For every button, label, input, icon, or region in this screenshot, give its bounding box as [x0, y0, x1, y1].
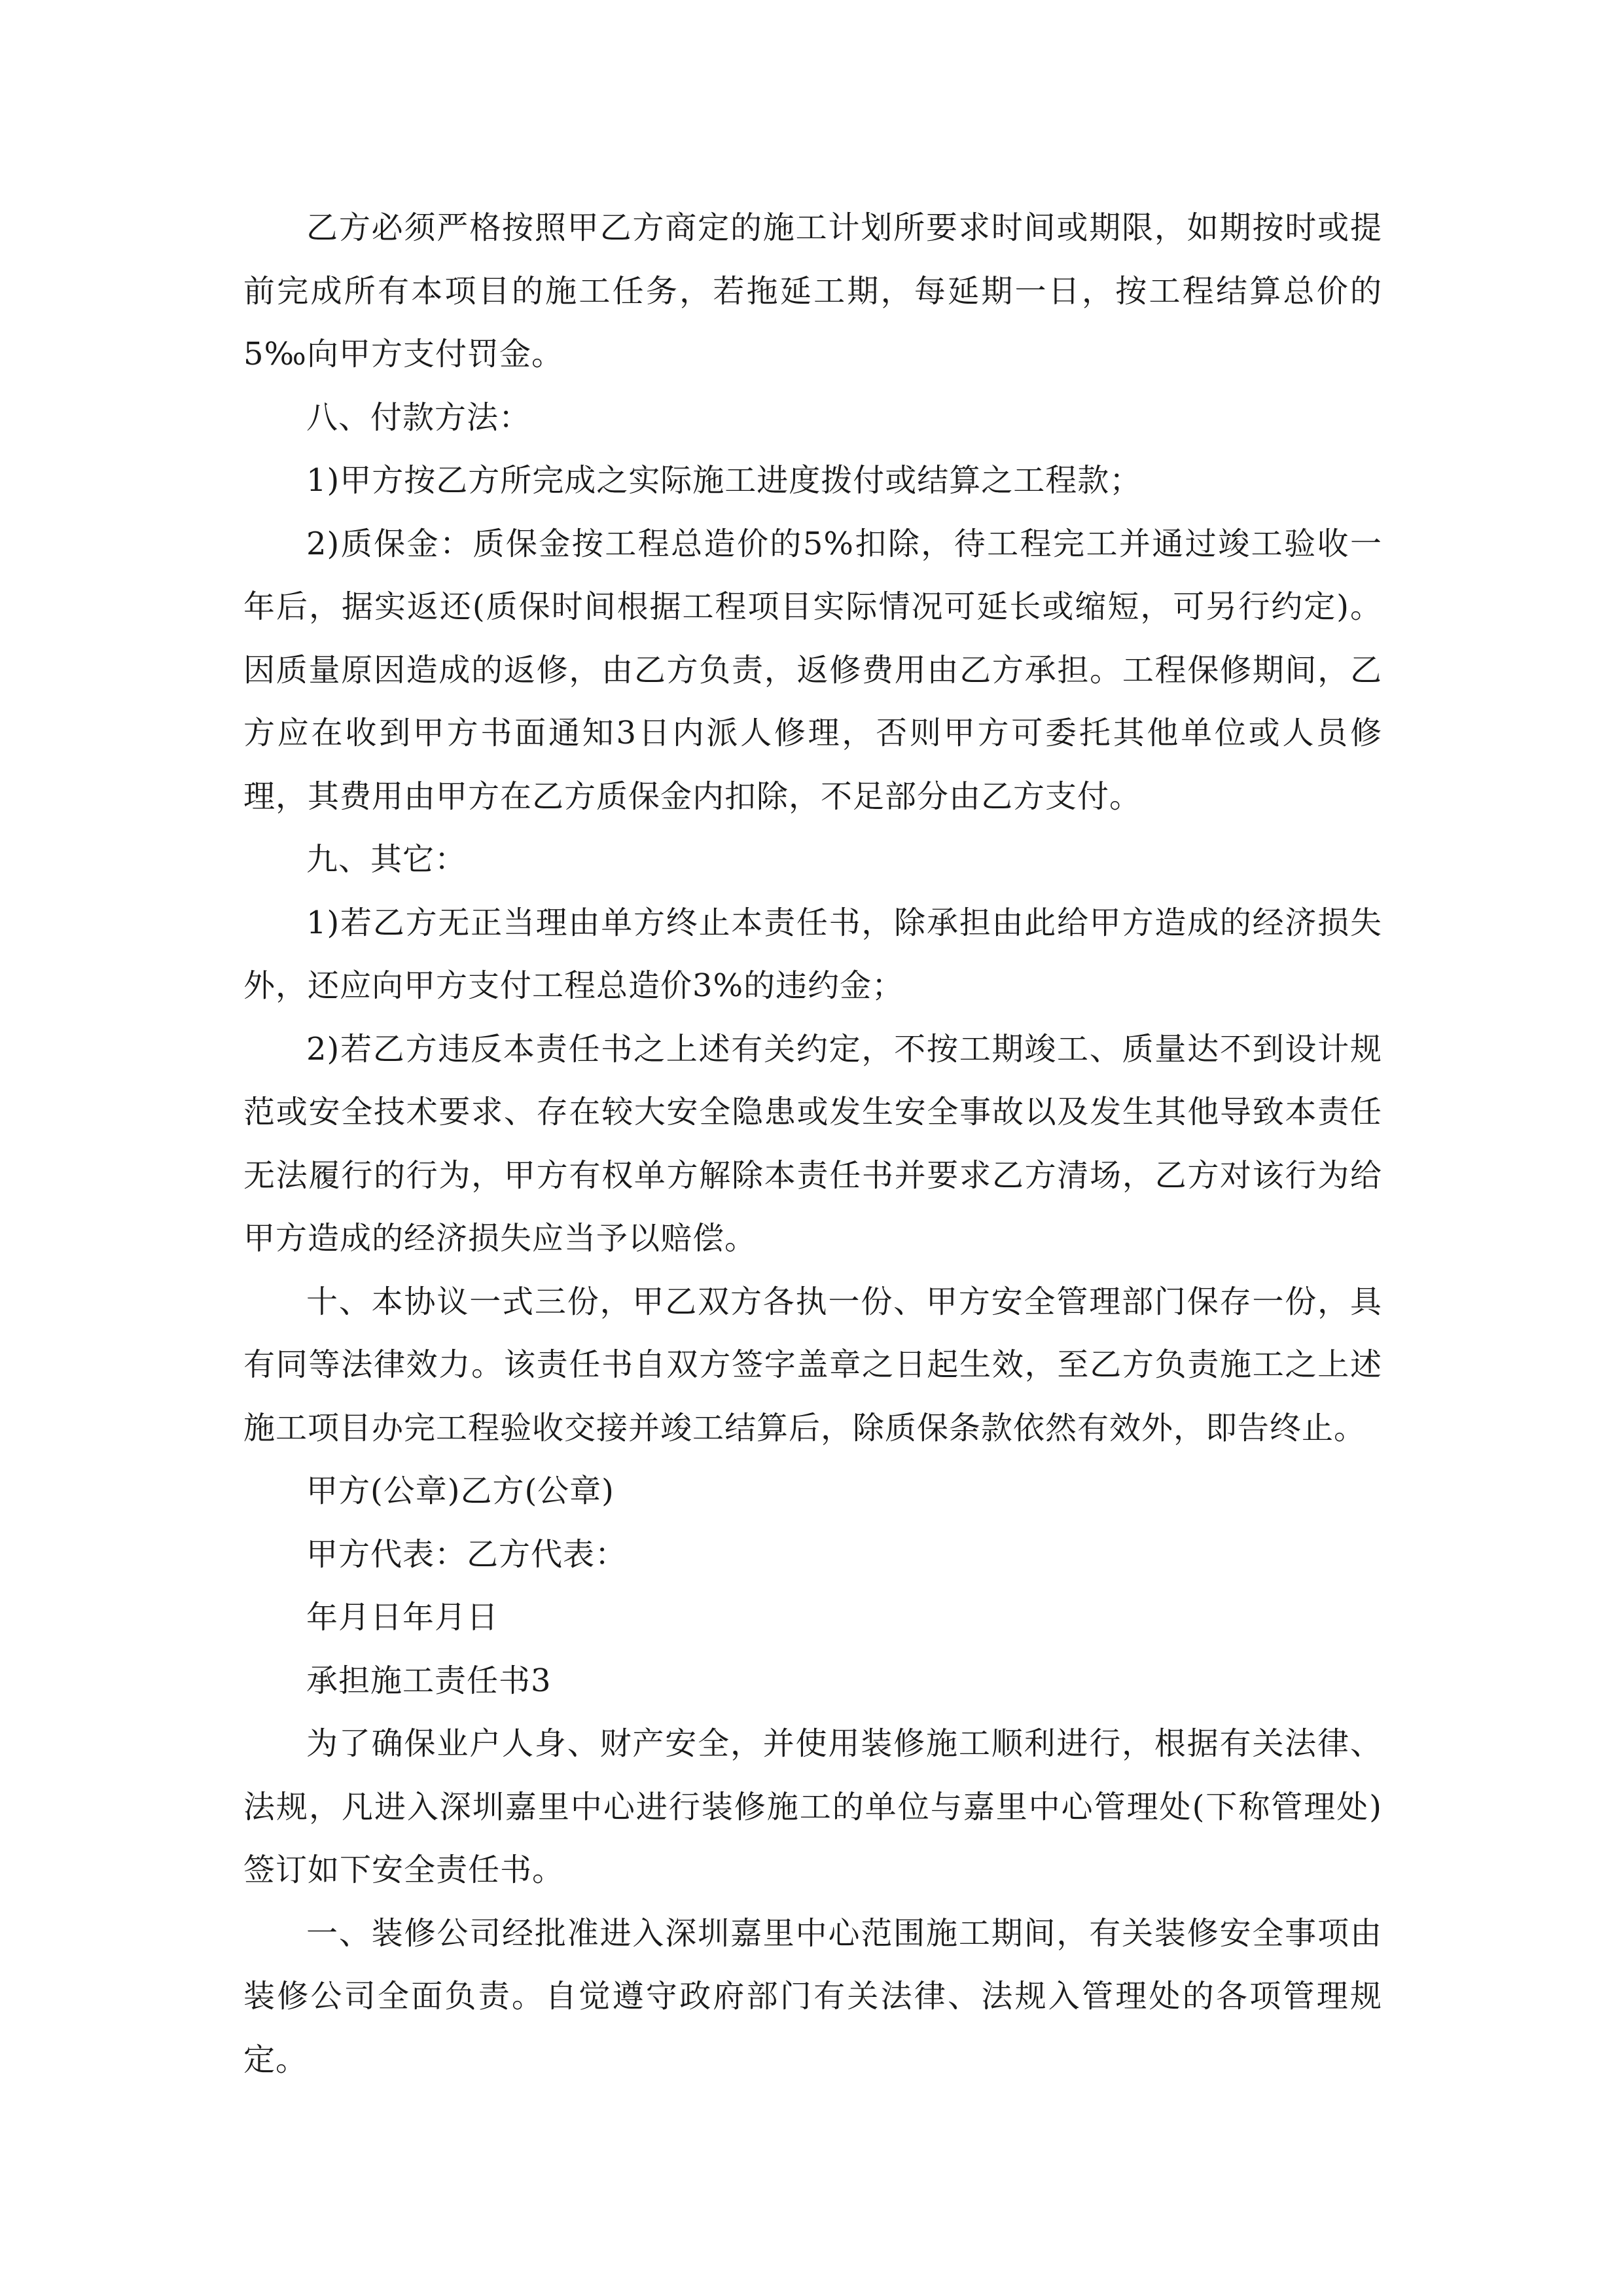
document-subtitle: 承担施工责任书3: [306, 1662, 552, 1699]
paragraph-payment-progress: 1)甲方按乙方所完成之实际施工进度拨付或结算之工程款；: [306, 462, 1142, 499]
document-body: [243, 196, 1382, 2091]
signature-date-line: 年月日年月日: [306, 1599, 499, 1636]
paragraph-clause-one: 一、装修公司经批准进入深圳嘉里中心范围施工期间，有关装修安全事项由装修公司全面负责。自觉遵守政府部门有关法律、法规入管理处的各项管理规定。: [243, 1914, 1382, 2078]
section-heading-payment: 八、付款方法：: [306, 399, 531, 436]
paragraph-warranty-deposit: 2)质保金：质保金按工程总造价的5%扣除，待工程完工并通过竣工验收一年后，据实返还(质保时间根据工程项目实际情况可延长或缩短，可另行约定)。因质量原因造成的返修，由乙方负责，返修费用由乙方承担。工程保修期间，乙方应在收到甲方书面通知3日内派人修理，否则甲方可委托其他单位或人员修理，其费用由甲方在乙方质保金内扣除，不足部分由乙方支付。: [243, 525, 1382, 815]
paragraph-penalty-delay: 乙方必须严格按照甲乙方商定的施工计划所要求时间或期限，如期按时或提前完成所有本项目的施工任务，若拖延工期，每延期一日，按工程结算总价的5‰向甲方支付罚金。: [243, 209, 1382, 372]
signature-seal-line: 甲方(公章)乙方(公章): [306, 1473, 615, 1509]
paragraph-intro-safety: 为了确保业户人身、财产安全，并使用装修施工顺利进行，根据有关法律、法规，凡进入深圳嘉里中心进行装修施工的单位与嘉里中心管理处(下称管理处)签订如下安全责任书。: [243, 1725, 1382, 1888]
signature-representative-line: 甲方代表：乙方代表：: [306, 1535, 628, 1573]
paragraph-termination-penalty: 1)若乙方无正当理由单方终止本责任书，除承担由此给甲方造成的经济损失外，还应向甲方支付工程总造价3%的违约金；: [243, 904, 1382, 1004]
paragraph-breach-clause: 2)若乙方违反本责任书之上述有关约定，不按工期竣工、质量达不到设计规范或安全技术要求、存在较大安全隐患或发生安全事故以及发生其他导致本责任无法履行的行为，甲方有权单方解除本责任书并要求乙方清场，乙方对该行为给甲方造成的经济损失应当予以赔偿。: [243, 1030, 1382, 1257]
paragraph-copies-validity: 十、本协议一式三份，甲乙双方各执一份、甲方安全管理部门保存一份，具有同等法律效力。该责任书自双方签字盖章之日起生效，至乙方负责施工之上述施工项目办完工程验收交接并竣工结算后，除质保条款依然有效外，即告终止。: [243, 1283, 1382, 1446]
section-heading-other: 九、其它：: [306, 841, 467, 878]
